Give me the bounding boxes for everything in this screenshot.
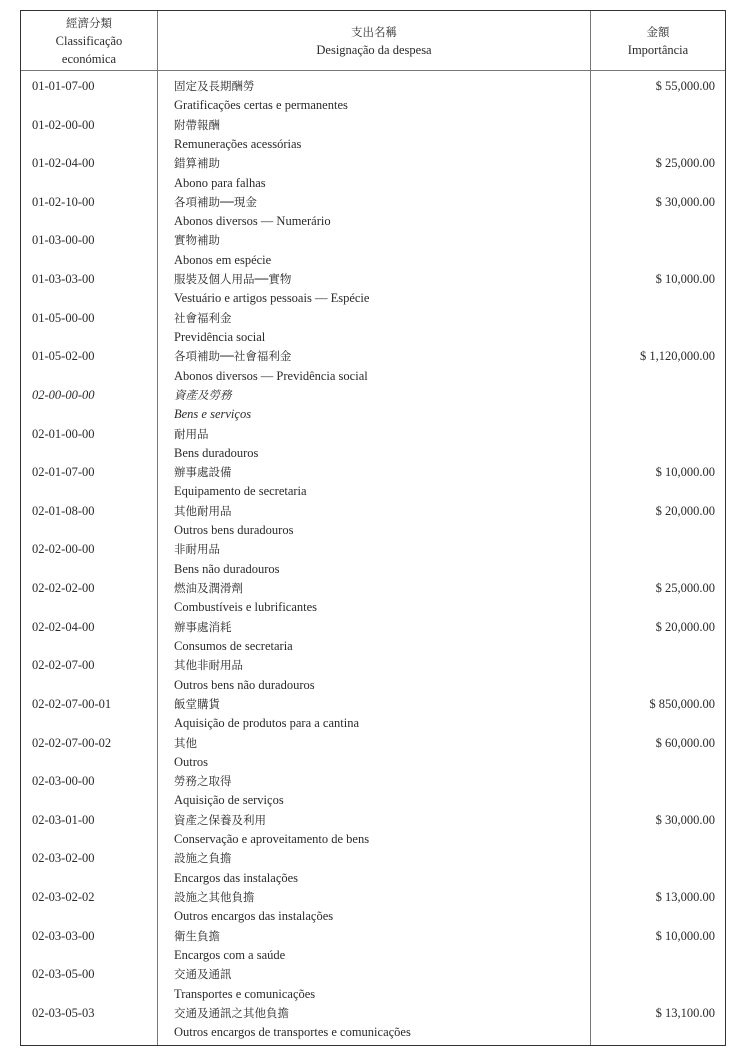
row-amount: $ 55,000.00 <box>655 79 715 93</box>
row-code: 01-05-02-00 <box>32 349 95 364</box>
row-amount: $ 850,000.00 <box>649 696 715 711</box>
table-row <box>21 193 725 232</box>
header-label: económica <box>61 51 117 66</box>
row-code: 02-02-04-00 <box>32 619 95 634</box>
row-name-zh: 飯堂購貨 <box>174 696 220 711</box>
header-label: Designação da despesa <box>316 42 432 57</box>
row-name-pt: Gratificações certas e permanentes <box>174 98 348 113</box>
table-row <box>21 965 725 1004</box>
table-row <box>21 772 725 811</box>
row-name-pt: Bens não duradouros <box>174 561 280 576</box>
row-name-zh: 固定及長期酬勞 <box>174 79 255 93</box>
row-name-zh: 交通及通訊之其他負擔 <box>174 1005 289 1020</box>
table-row <box>21 540 725 579</box>
header-label: 支出名稱 <box>351 24 397 39</box>
row-name-zh: 勞務之取得 <box>174 774 232 789</box>
row-name-pt: Conservação e aproveitamento de bens <box>174 832 370 847</box>
table-row <box>21 656 725 695</box>
row-amount: $ 10,000.00 <box>655 465 715 480</box>
row-code: 01-03-03-00 <box>32 272 95 287</box>
row-name-zh: 辦事處設備 <box>174 465 232 480</box>
row-name-pt: Consumos de secretaria <box>174 638 293 653</box>
row-code: 02-02-02-00 <box>32 581 95 596</box>
table-row <box>21 849 725 888</box>
row-code: 02-02-00-00 <box>32 542 95 557</box>
row-name-zh: 設施之負擔 <box>174 851 232 866</box>
row-name-zh: 其他非耐用品 <box>174 658 243 673</box>
row-name-zh: 服裝及個人用品──實物 <box>174 272 292 287</box>
row-amount: $ 1,120,000.00 <box>640 349 715 364</box>
row-name-pt: Vestuário e artigos pessoais — Espécie <box>174 291 370 306</box>
row-name-zh: 各項補助──社會福利金 <box>174 349 292 364</box>
table-row <box>21 502 725 541</box>
row-name-pt: Aquisição de serviços <box>174 793 284 808</box>
row-name-pt: Combustíveis e lubrificantes <box>174 600 318 615</box>
table-row <box>21 270 725 309</box>
row-name-pt: Aquisição de produtos para a cantina <box>174 716 360 731</box>
row-name-zh: 資產之保養及利用 <box>174 812 266 827</box>
row-name-zh: 其他耐用品 <box>174 503 232 518</box>
row-code: 01-03-00-00 <box>32 233 95 248</box>
row-name-pt: Outros bens não duradouros <box>174 677 315 692</box>
row-name-pt: Abonos em espécie <box>174 252 272 267</box>
row-name-zh: 各項補助──現金 <box>174 194 257 209</box>
header-designation <box>158 11 590 70</box>
table-row <box>21 734 725 773</box>
table-row <box>21 77 725 116</box>
row-name-pt: Encargos das instalações <box>174 870 299 885</box>
row-code: 02-03-00-00 <box>32 774 95 789</box>
header-label: Classificação <box>55 33 123 48</box>
row-name-pt: Bens e serviços <box>174 407 252 422</box>
table-row <box>21 811 725 850</box>
table-row <box>21 695 725 734</box>
row-name-pt: Outros encargos das instalações <box>174 909 334 924</box>
row-code: 02-03-05-03 <box>32 1005 95 1020</box>
table-row <box>21 1004 725 1043</box>
row-code: 02-03-02-02 <box>32 890 95 905</box>
row-code: 02-00-00-00 <box>32 387 95 402</box>
row-code: 02-02-07-00-01 <box>32 696 112 711</box>
row-code: 02-01-00-00 <box>32 426 95 441</box>
table-row <box>21 386 725 425</box>
row-code: 02-02-07-00-02 <box>32 735 112 750</box>
budget-table <box>20 10 726 1046</box>
row-name-zh: 設施之其他負擔 <box>174 890 255 905</box>
row-name-zh: 交通及通訊 <box>174 967 232 982</box>
row-name-pt: Outros <box>174 754 209 769</box>
row-amount: $ 20,000.00 <box>655 503 715 518</box>
row-name-pt: Abono para falhas <box>174 175 266 190</box>
row-name-zh: 錯算補助 <box>174 156 220 171</box>
row-name-zh: 實物補助 <box>174 233 220 248</box>
table-row <box>21 927 725 966</box>
table-row <box>21 888 725 927</box>
row-code: 02-03-05-00 <box>32 967 95 982</box>
row-name-zh: 燃油及潤滑劑 <box>174 581 243 596</box>
row-name-pt: Abonos diversos — Numerário <box>174 214 331 229</box>
row-amount: $ 30,000.00 <box>655 194 715 209</box>
row-code: 01-02-00-00 <box>32 117 95 132</box>
row-name-pt: Outros bens duradouros <box>174 523 294 538</box>
row-amount: $ 13,000.00 <box>655 890 715 905</box>
row-code: 02-03-02-00 <box>32 851 95 866</box>
row-code: 02-02-07-00 <box>32 658 95 673</box>
row-code: 01-05-00-00 <box>32 310 95 325</box>
row-name-zh: 衛生負擔 <box>174 928 220 943</box>
row-amount: $ 20,000.00 <box>655 619 715 634</box>
header-amount <box>591 11 725 70</box>
row-name-pt: Transportes e comunicações <box>174 986 316 1001</box>
row-amount: $ 25,000.00 <box>655 156 715 171</box>
row-name-pt: Previdência social <box>174 330 266 345</box>
row-name-zh: 附帶報酬 <box>174 117 220 132</box>
row-code: 01-01-07-00 <box>32 79 95 93</box>
row-name-zh: 資產及勞務 <box>174 387 232 402</box>
row-amount: $ 10,000.00 <box>655 272 715 287</box>
table-row <box>21 231 725 270</box>
header-classification <box>21 11 157 70</box>
table-row <box>21 116 725 155</box>
table-row <box>21 347 725 386</box>
row-code: 02-01-08-00 <box>32 503 95 518</box>
row-code: 02-03-03-00 <box>32 928 95 943</box>
table-row <box>21 463 725 502</box>
row-code: 01-02-04-00 <box>32 156 95 171</box>
row-name-pt: Equipamento de secretaria <box>174 484 307 499</box>
table-row <box>21 579 725 618</box>
table-row <box>21 618 725 657</box>
row-name-pt: Abonos diversos — Previdência social <box>174 368 368 383</box>
header-label: 經濟分類 <box>66 15 112 30</box>
row-name-pt: Outros encargos de transportes e comunicações <box>174 1025 411 1040</box>
table-row <box>21 154 725 193</box>
table-row <box>21 425 725 464</box>
row-name-zh: 非耐用品 <box>174 542 220 557</box>
header-divider <box>21 70 725 71</box>
row-name-zh: 社會福利金 <box>174 310 232 325</box>
row-code: 02-01-07-00 <box>32 465 95 480</box>
header-label: Importância <box>627 42 689 57</box>
row-name-zh: 辦事處消耗 <box>174 619 232 634</box>
row-amount: $ 13,100.00 <box>655 1005 715 1020</box>
row-name-pt: Remunerações acessórias <box>174 136 302 151</box>
row-amount: $ 25,000.00 <box>655 581 715 596</box>
header-label: 金額 <box>646 24 670 39</box>
row-code: 02-03-01-00 <box>32 812 95 827</box>
row-name-zh: 其他 <box>174 735 197 750</box>
row-amount: $ 60,000.00 <box>655 735 715 750</box>
row-code: 01-02-10-00 <box>32 194 95 209</box>
row-amount: $ 10,000.00 <box>655 928 715 943</box>
row-amount: $ 30,000.00 <box>655 812 715 827</box>
row-name-pt: Bens duradouros <box>174 445 259 460</box>
row-name-pt: Encargos com a saúde <box>174 947 286 962</box>
row-name-zh: 耐用品 <box>174 426 209 441</box>
table-row <box>21 309 725 348</box>
